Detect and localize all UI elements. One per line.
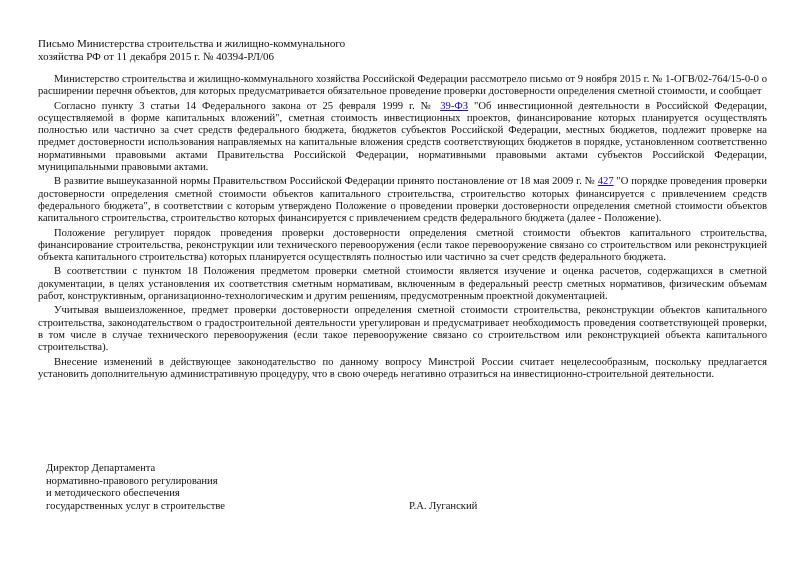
law-39fz-link[interactable]: 39-ФЗ <box>440 100 469 112</box>
paragraph-2-text-before: Согласно пункту 3 статьи 14 Федерального закона от 25 февраля 1999 г. № <box>54 100 441 112</box>
paragraph-6: Учитывая вышеизложенное, предмет проверки достоверности определения сметной стоимости строительства, реконструкции объектов капитального строительства, законодательством о градостроительной деятельности урегулирован и предусматривает необходимость проведения соответствующей проверки, в том числе в случае технического перевооружения (если такое перевооружение связано со строительством или реконструкцией объекта капитального строительства). <box>38 305 767 354</box>
signatory-position-line4: государственных услуг в строительстве <box>46 500 225 512</box>
document-title <box>38 38 418 64</box>
signatory-position-line2: нормативно-правового регулирования <box>46 475 218 487</box>
signatory-name: Р.А. Луганский <box>409 500 478 512</box>
paragraph-4: Положение регулирует порядок проведения проверки достоверности определения сметной стоимости объектов капитального строительства, финансирование строительства, реконструкции или технического перевооружения (если такое перевооружение связано со строительством или реконструкцией объекта капитального строительства) которых планируется осуществлять полностью или частично за счет средств федерального бюджета. <box>38 227 767 264</box>
document-title-line2: хозяйства РФ от 11 декабря 2015 г. № 40394-РЛ/06 <box>38 51 275 63</box>
paragraph-2-text-after: "Об инвестиционной деятельности в Российской Федерации, осуществляемой в форме капитальных вложений", сметная стоимость инвестиционных проектов, финансирование которых планируется осуществлять полностью или частично за счет средств федерального бюджета, бюджетов субъектов Российской Федерации, местных бюджетов, подлежит проверке на предмет достоверности использования направляемых на капитальные вложения средств соответствующих бюджетов в порядке, установленном соответственно нормативными правовыми актами Правительства Российской Федерации, нормативными правовыми актами субъектов Российской Федерации, муниципальными правовыми актами. <box>38 100 767 174</box>
paragraph-3-text-before: В развитие вышеуказанной нормы Правительством Российской Федерации принято постановление от 18 мая 2009 г. № <box>54 176 598 188</box>
document-title-line1: Письмо Министерства строительства и жилищно-коммунального <box>38 38 346 50</box>
signature-block <box>46 463 766 513</box>
paragraph-7: Внесение изменений в действующее законодательство по данному вопросу Минстрой России считает нецелесообразным, поскольку предлагается установить дополнительную административную процедуру, что в свою очередь негативно отразиться на инвестиционно-строительной деятельности. <box>38 356 767 380</box>
resolution-427-link[interactable]: 427 <box>597 176 614 188</box>
signatory-position-line1: Директор Департамента <box>46 463 156 474</box>
paragraph-2 <box>38 101 767 175</box>
paragraph-1: Министерство строительства и жилищно-коммунального хозяйства Российской Федерации рассмотрело письмо от 9 ноября 2015 г. № 1-ОГВ/02-764/15-0-0 о расширении перечня объектов, для которых предусматривается обязательное проведение проверки достоверности определения сметной стоимости, и сообщает <box>38 74 767 98</box>
document-body <box>38 74 767 383</box>
paragraph-5: В соответствии с пунктом 18 Положения предметом проверки сметной стоимости является изучение и оценка расчетов, содержащихся в сметной документации, в целях установления их соответствия сметным нормативам, включенным в федеральный реестр сметных нормативов, физическим объемам работ, конструктивным, организационно-технологическим и другим решениям, предусмотренным проектной документацией. <box>38 266 767 303</box>
paragraph-3-text-after: "О порядке проведения проверки достоверности определения сметной стоимости объектов капитального строительства, строительство которых финансируется с привлечением средств федерального бюджета", в соответствии с которым утверждено Положение о проведении проверки достоверности определения сметной стоимости объектов капитального строительства, строительство которых финансируется с привлечением средств федерального бюджета (далее - Положение). <box>38 176 767 225</box>
signatory-position-line3: и методического обеспечения <box>46 488 180 499</box>
paragraph-3 <box>38 176 767 225</box>
